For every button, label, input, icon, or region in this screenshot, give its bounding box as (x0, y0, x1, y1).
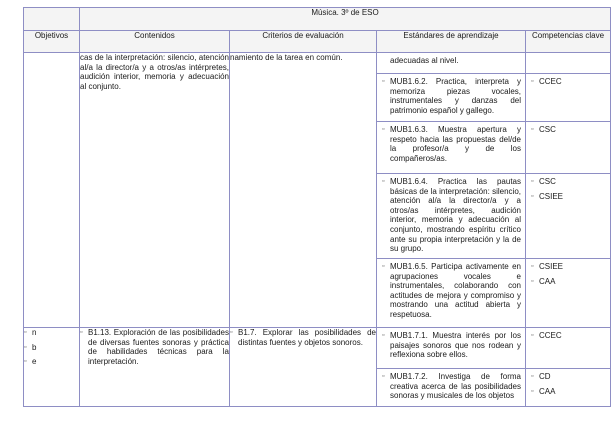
objetivo-item: ▫ b (24, 343, 79, 353)
curriculum-table (23, 7, 611, 407)
criterios-text: B1.7. Explorar las posibilidades de distintas fuentes y objetos sonoros. (238, 328, 376, 347)
bullet-icon: ▫ (382, 126, 385, 133)
table-row (24, 328, 611, 369)
standard-cell (377, 369, 526, 407)
standard-cell (377, 328, 526, 369)
col-header-competencias: Competencias clave (526, 31, 611, 53)
standard-cell (377, 174, 526, 259)
table-title: Música. 3º de ESO (80, 8, 611, 31)
title-row (24, 8, 611, 31)
bullet-icon: ▫ (382, 78, 385, 85)
contenidos-cell: cas de la interpretación: silencio, atención al/a la director/a y a otros/as intérpretes, audición interior, memoria y adecuación al conjunto. (80, 53, 230, 328)
standard-text: MUB1.7.1. Muestra interés por los paisajes sonoros que nos rodean y reflexiona sobre ellos. (390, 331, 521, 360)
competencias-cell (526, 259, 611, 328)
standard-cell (377, 53, 526, 74)
bullet-icon: ▫ (80, 329, 83, 336)
bullet-icon: ▫ (230, 329, 233, 336)
contenidos-cell (80, 328, 233, 407)
competencia-item: ▫ CAA (531, 277, 606, 287)
standard-cell (377, 122, 526, 174)
bullet-icon: ▫ (382, 332, 385, 339)
competencias-cell (526, 369, 611, 407)
competencia-item: ▫ CSC (531, 177, 606, 187)
col-header-contenidos: Contenidos (80, 31, 230, 53)
column-header-row (24, 31, 611, 53)
col-header-objetivos: Objetivos (24, 31, 80, 53)
standard-text: MUB1.6.2. Practica, interpreta y memoriza piezas vocales, instrumentales y danzas del patrimonio español y gallego. (390, 77, 521, 115)
contenidos-text: B1.13. Exploración de las posibilidades de diversas fuentes sonoras y práctica de habilidades técnicas para la interpretación. (88, 328, 229, 366)
competencia-item: ▫ CCEC (531, 331, 606, 341)
criterios-cell: namiento de la tarea en común. (230, 53, 377, 328)
competencia-item: ▫ CSIEE (531, 262, 606, 272)
col-header-criterios: Criterios de evaluación (230, 31, 377, 53)
standard-text: adecuadas al nivel. (390, 56, 459, 65)
standard-cell (377, 74, 526, 122)
objetivos-cell-empty (24, 53, 80, 328)
competencia-item: ▫ CCEC (531, 77, 606, 87)
standard-text: MUB1.6.4. Practica las pautas básicas de la interpretación: silencio, atención al/a la director/a y a otros/as intérpretes, audición interior, memoria y adecuación al conjunto, mostrando espíritu crítico ante su propia interpretación y la de su grupo. (390, 177, 521, 254)
competencia-item: ▫ CSIEE (531, 192, 606, 202)
table-row (24, 53, 611, 74)
competencias-cell (526, 53, 611, 74)
competencias-cell (526, 122, 611, 174)
objetivo-item: ▫ n (24, 328, 79, 338)
competencias-cell (526, 328, 611, 369)
objetivos-cell (24, 328, 83, 407)
standard-text: MUB1.6.3. Muestra apertura y respeto hacia las propuestas del/de la profesor/a y de los compañeros/as. (390, 125, 521, 163)
bullet-icon: ▫ (382, 263, 385, 270)
objetivo-item: ▫ e (24, 357, 79, 367)
criterios-cell (230, 328, 377, 407)
col-header-estandares: Estándares de aprendizaje (377, 31, 526, 53)
empty-corner-cell (24, 8, 80, 31)
standard-cell (377, 259, 526, 328)
competencias-cell (526, 174, 611, 259)
bullet-icon: ▫ (382, 373, 385, 380)
competencia-item: ▫ CAA (531, 387, 606, 397)
bullet-icon: ▫ (382, 178, 385, 185)
competencias-cell (526, 74, 611, 122)
competencia-item: ▫ CSC (531, 125, 606, 135)
standard-text: MUB1.6.5. Participa activamente en agrupaciones vocales e instrumentales, colaborando con actitudes de mejora y compromiso y mostrando una actitud abierta y respetuosa. (390, 262, 521, 319)
competencia-item: ▫ CD (531, 372, 606, 382)
standard-text: MUB1.7.2. Investiga de forma creativa acerca de las posibilidades sonoras y musicales de los objetos (390, 372, 521, 401)
